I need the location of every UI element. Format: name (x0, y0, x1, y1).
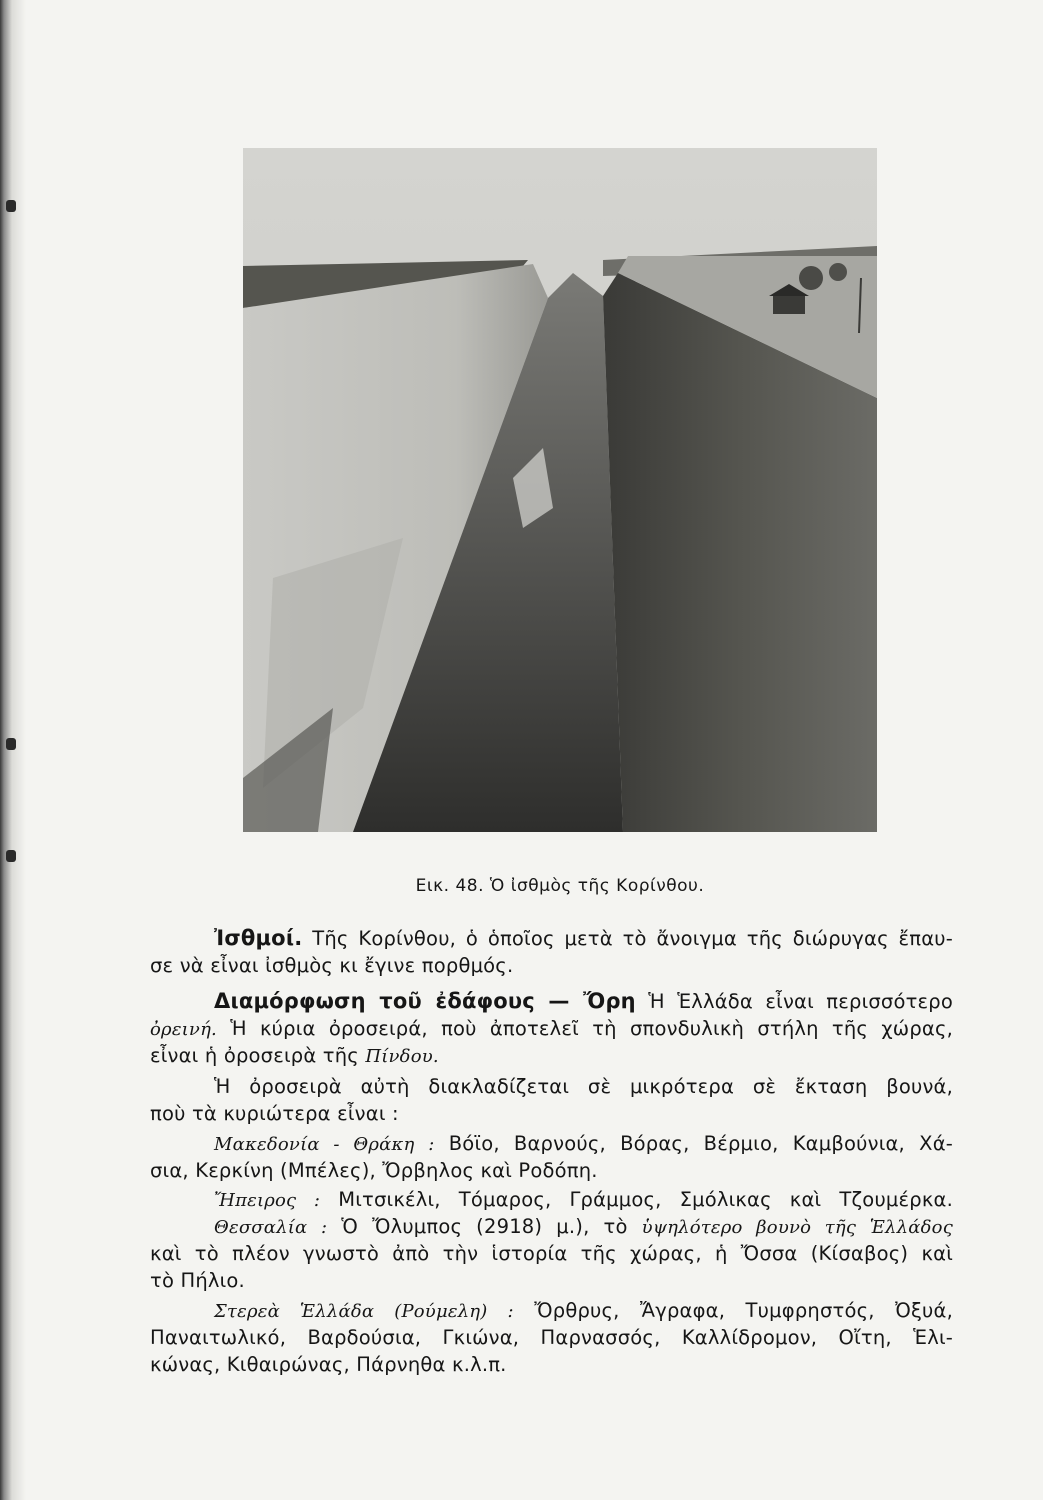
binding-hole (6, 738, 16, 750)
text-span: Ὄρθρυς, Ἄγραφα, Τυμφρηστός, Ὀξυά, (534, 1299, 953, 1322)
text-line: Παναιτωλικό, Βαρδούσια, Γκιώνα, Παρνασσός, Καλλίδρομον, Οἴτη, Ἑλι- (150, 1326, 953, 1349)
region-label: Θεσσαλία : (214, 1217, 328, 1238)
section-heading: Διαμόρφωση τοῦ ἐδάφους — Ὄρη (214, 989, 636, 1013)
text-line (150, 1130, 953, 1157)
text-line: ποὺ τὰ κυριώτερα εἶναι : (150, 1102, 399, 1125)
binding-hole (6, 850, 16, 862)
tree (829, 263, 847, 281)
canal-illustration (243, 148, 877, 832)
text-span: Ἡ κύρια ὀροσειρά, ποὺ ἀποτελεῖ τὴ σπονδυλικὴ στήλη τῆς χώρας, (230, 1017, 953, 1040)
text-line: σε νὰ εἶναι ἰσθμὸς κι ἔγινε πορθμός. (150, 954, 514, 977)
region-thessaly (150, 1213, 953, 1294)
text-line: Ἡ ὀροσειρὰ αὐτὴ διακλαδίζεται σὲ μικρότερα σὲ ἔκταση βουνά, (214, 1075, 953, 1098)
text-line: κώνας, Κιθαιρώνας, Πάρνηθα κ.λ.π. (150, 1353, 507, 1376)
text-line (150, 925, 953, 952)
text-span: Ὁ Ὄλυμπος (2918) μ.), τὸ (341, 1215, 628, 1238)
region-label: Στερεὰ Ἑλλάδα (Ρούμελη) : (214, 1301, 514, 1322)
paragraph-ranges (150, 1073, 953, 1127)
text-line (150, 988, 953, 1015)
text-line: σια, Κερκίνη (Μπέλες), Ὄρβηλος καὶ Ροδόπη. (150, 1159, 598, 1182)
binding-hole (6, 200, 16, 212)
region-macedonia (150, 1130, 953, 1184)
region-epirus (150, 1186, 953, 1213)
section-heading: Ἰσθμοί. (214, 926, 303, 950)
text-line (150, 1186, 953, 1213)
text-span: εἶναι ἡ ὀροσειρὰ τῆς (150, 1044, 359, 1067)
region-sterea (150, 1297, 953, 1378)
text-span: Τῆς Κορίνθου, ὁ ὁποῖος μετὰ τὸ ἄνοιγμα τῆς διώρυγας ἔπαυ- (312, 927, 953, 950)
italic-term: Πίνδου. (365, 1046, 439, 1067)
paragraph-isthmoi (150, 925, 953, 979)
text-line: καὶ τὸ πλέον γνωστὸ ἀπὸ τὴν ἱστορία τῆς χώρας, ἡ Ὄσσα (Κίσαβος) καὶ (150, 1242, 953, 1265)
paragraph-terrain (150, 988, 953, 1069)
text-line (150, 1213, 953, 1240)
canal-photograph (243, 148, 877, 832)
text-line: τὸ Πήλιο. (150, 1269, 245, 1292)
text-line (150, 1042, 953, 1069)
figure-caption: Εικ. 48. Ὁ ἰσθμὸς τῆς Κορίνθου. (415, 876, 705, 896)
region-label: Ἤπειρος : (214, 1190, 321, 1211)
house (773, 294, 805, 314)
text-span: Μιτσικέλι, Τόμαρος, Γράμμος, Σμόλικας καὶ Τζουμέρκα. (338, 1188, 953, 1211)
tree (799, 266, 823, 290)
text-line (150, 1015, 953, 1042)
region-label: Μακεδονία - Θράκη : (214, 1134, 435, 1155)
page-binding-edge (0, 0, 26, 1500)
italic-term: ὀρεινή. (150, 1019, 217, 1040)
text-span: Βόϊο, Βαρνούς, Βόρας, Βέρμιο, Καμβούνια, Χά- (448, 1132, 953, 1155)
italic-term: ὑψηλότερο βουνὸ τῆς Ἑλλάδος (641, 1217, 953, 1238)
text-line (150, 1297, 953, 1324)
text-span: Ἡ Ἑλλάδα εἶναι περισσότερο (648, 990, 954, 1013)
